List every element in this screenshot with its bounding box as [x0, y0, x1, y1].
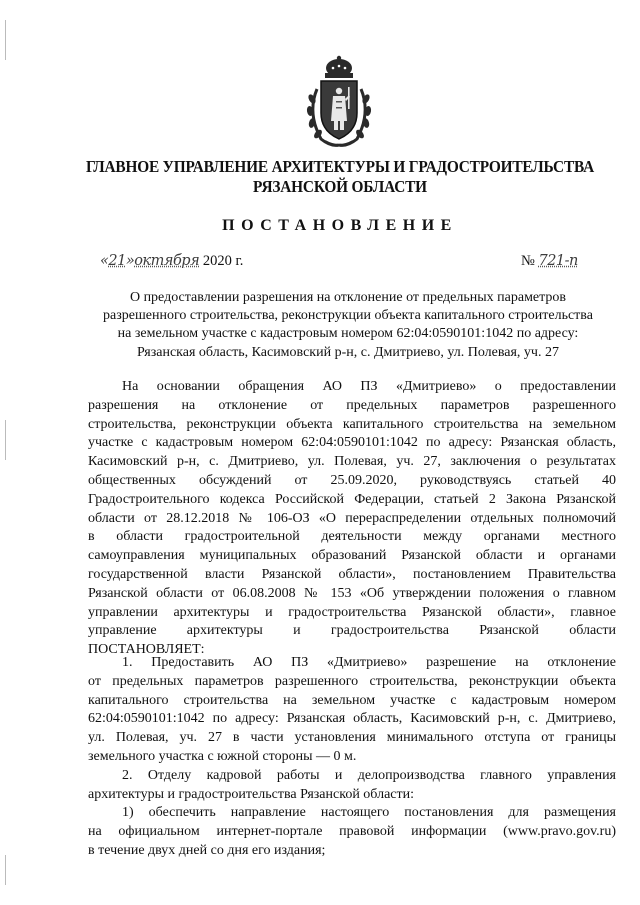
number-value: 721-п: [538, 253, 578, 269]
text-line: общественных обсуждений от 25.09.2020, руководствуясь статьей 40: [88, 472, 616, 488]
scan-artifact: [5, 20, 7, 60]
subject-line: Рязанская область, Касимовский р-н, с. Дмитриево, ул. Полевая, уч. 27: [137, 344, 559, 360]
text-line: Касимовский р-н, с. Дмитриево, ул. Полевая, уч. 27, заключения о результатах: [88, 454, 616, 470]
text-line: на официальном интернет-портале правовой информации (www.pravo.gov.ru): [88, 824, 616, 840]
preamble-paragraph: [88, 378, 616, 660]
document-subject: [88, 289, 608, 362]
scan-artifact: [5, 855, 7, 885]
number-prefix: №: [521, 253, 539, 269]
date-quote-close: »: [125, 253, 135, 269]
text-line: области от 28.12.2018 № 106-ОЗ «О перераспределении отдельных полномочий: [88, 510, 616, 526]
date-year: 2020 г.: [199, 253, 244, 269]
text-line: самоуправления муниципальных образований Рязанской области и органами: [88, 548, 616, 564]
document-number: [521, 253, 578, 270]
text-line: ул. Полевая, уч. 27 в части установления минимального отступа от границы: [88, 730, 616, 746]
text-line: в течение двух дней со дня его издания;: [88, 842, 326, 858]
text-line: ПОСТАНОВЛЯЕТ:: [88, 642, 205, 658]
subject-line: разрешенного строительства, реконструкции объекта капитального строительства: [103, 308, 593, 324]
date-day: 21: [108, 253, 126, 269]
subject-line: на земельном участке с кадастровым номером 62:04:0590101:1042 по адресу:: [117, 326, 579, 342]
text-line: управление архитектуры и градостроительства Рязанской области: [88, 623, 616, 639]
text-line: участке с кадастровым номером 62:04:0590101:1042 по адресу: Рязанская область,: [88, 435, 616, 451]
organization-name-line2: РЯЗАНСКОЙ ОБЛАСТИ: [253, 177, 427, 196]
text-line: На основании обращения АО ПЗ «Дмитриево» о предоставлении: [122, 379, 616, 394]
coat-of-arms-emblem: [303, 55, 375, 151]
text-line: 62:04:0590101:1042 по адресу: Рязанская область, Касимовский р-н, с. Дмитриево,: [88, 711, 616, 727]
organization-name-line1: ГЛАВНОЕ УПРАВЛЕНИЕ АРХИТЕКТУРЫ И ГРАДОСТРОИТЕЛЬСТВА: [86, 157, 594, 176]
text-line: капитального строительства на земельном участке с кадастровым номером: [88, 692, 616, 708]
subject-line: О предоставлении разрешения на отклонение от предельных параметров: [129, 290, 567, 305]
document-date: [100, 253, 243, 270]
text-line: Рязанской области от 06.08.2008 № 153 «Об утверждении положения о главном: [88, 585, 616, 601]
text-line: строительства, реконструкции объекта капитального строительства на земельном: [88, 416, 616, 432]
document-type-title: ПОСТАНОВЛЕНИЕ: [222, 217, 458, 234]
text-line: 2. Отделу кадровой работы и делопроизводства главного управления: [122, 767, 616, 783]
text-line: государственной власти Рязанской области», постановлением Правительства: [88, 566, 616, 582]
text-line: 1. Предоставить АО ПЗ «Дмитриево» разрешение на отклонение: [122, 655, 616, 670]
text-line: от предельных параметров разрешенного строительства, реконструкции объекта: [88, 673, 616, 689]
text-line: Градостроительного кодекса Российской Федерации, статьей 2 Закона Рязанской: [88, 491, 616, 507]
date-month: октября: [134, 253, 200, 269]
resolution-items: [88, 654, 616, 861]
text-line: земельного участка с южной стороны — 0 м.: [88, 748, 357, 764]
text-line: 1) обеспечить направление настоящего постановления для размещения: [122, 805, 616, 821]
text-line: архитектуры и градостроительства Рязанской области:: [88, 786, 414, 802]
scan-artifact: [5, 420, 7, 460]
date-quote-open: «: [100, 253, 109, 269]
text-line: в области градостроительной деятельности между органами местного: [88, 529, 616, 545]
text-line: разрешения на отклонение от предельных параметров разрешенного: [88, 397, 616, 413]
text-line: управлении архитектуры и градостроительства Рязанской области», главное: [88, 604, 616, 620]
